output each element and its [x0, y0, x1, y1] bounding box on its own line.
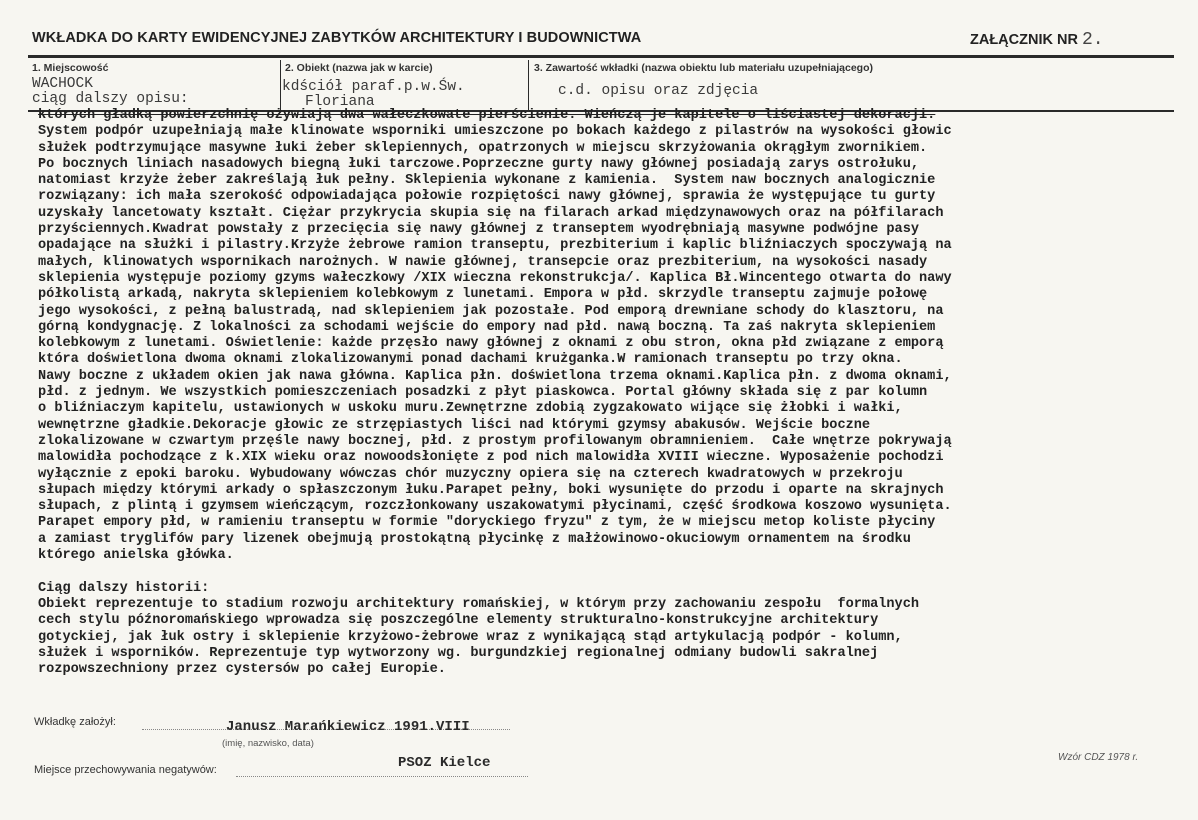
- body-line: półkolistą arkadą, nakryta sklepieniem kolebkowym z lunetami. Empora w płd. skrzydle transeptu zajmuje połowę: [38, 287, 928, 303]
- field-locality-value: WACHOCK: [32, 76, 93, 92]
- storage-value: PSOZ Kielce: [398, 755, 491, 771]
- body-line: małych, klinowatych wspornikach narożnych. W nawie głównej, transepcie oraz prezbiterium, na wysokości nasady: [38, 254, 928, 270]
- body-line: płd. z jednym. We wszystkich pomieszczeniach posadzki z płyt piaskowca. Portal główny składa się z par kolumn: [38, 385, 928, 401]
- field-object-value-line2: Floriana: [305, 94, 375, 110]
- body-line: Nawy boczne z układem okien jak nawa główna. Kaplica płn. doświetlona trzema oknami.Kaplica płn. z dwoma oknami,: [38, 368, 952, 384]
- field-object-value: kdściół paraf.p.w.Św.: [282, 79, 465, 95]
- field-contents-value: c.d. opisu oraz zdjęcia: [558, 83, 759, 99]
- field-object: [281, 60, 529, 110]
- body-line: rozwiązany: ich mała szerokość odpowiadająca połowie rozpiętości nawy głównej, sprawia że występujące tu gurty: [38, 189, 936, 205]
- author-label: Wkładkę założył:: [34, 716, 116, 728]
- body-line: słupach, z plintą i gzymsem wieńczącym, rozczłonkowany uszakowatymi płycinami, część środkowa koszowo wysunięta.: [38, 499, 952, 515]
- author-value: Janusz Marańkiewicz 1991.VIII: [226, 719, 470, 735]
- body-line: [38, 564, 1168, 580]
- body-line: natomiast krzyże żeber zakreślają łuk pełny. Sklepienia wykonane z kamienia. System naw bocznych analogicznie: [38, 173, 936, 189]
- body-line: zlokalizowane w czwartym przęśle nawy bocznej, płd. z prostym profilowanym obramnieniem. Całe wnętrze pokrywają: [38, 433, 952, 449]
- body-line: służek podtrzymujące masywne łuki żeber sklepiennych, opatrzonych w miejscu skrzyżowania okrągłym zwornikiem.: [38, 140, 928, 156]
- body-line: która doświetlona dwoma oknami zlokalizowanymi ponad dachami krużganka.W ramionach transeptu po trzy okna.: [38, 352, 903, 368]
- attachment-number: 2.: [1081, 30, 1104, 50]
- form-title: WKŁADKA DO KARTY EWIDENCYJNEJ ZABYTKÓW ARCHITEKTURY I BUDOWNICTWA: [32, 30, 642, 46]
- body-line: rozpowszechniony przez cystersów po całej Europie.: [38, 662, 446, 678]
- description-body: [38, 108, 1168, 678]
- field-contents-label: 3. Zawartość wkładki (nazwa obiektu lub materiału uzupełniającego): [534, 62, 873, 74]
- field-object-label: 2. Obiekt (nazwa jak w karcie): [285, 62, 433, 74]
- storage-dotted-line: [236, 776, 528, 777]
- field-locality-continuation: ciąg dalszy opisu:: [32, 91, 189, 107]
- field-contents: [530, 60, 1174, 110]
- body-line: Parapet empory płd, w ramieniu transeptu w formie "doryckiego fryzu" z tym, że w miejscu metop koliste płyciny: [38, 515, 936, 531]
- body-line: których gładką powierzchnię ożywiają dwa wałeczkowate pierścienie. Wieńczą je kapitele o liściastej dekoracji.: [38, 108, 936, 123]
- body-line: Po bocznych liniach nasadowych biegną łuki tarczowe.Poprzeczne gurty nawy głównej posiadają zarys ostrołuku,: [38, 156, 920, 172]
- body-line: którego anielska główka.: [38, 548, 234, 564]
- attachment-label: [970, 30, 1104, 50]
- body-line: uzyskały lancetowaty kształt. Ciężar przykrycia skupia się na filarach arkad międzynawowych oraz na półfilarach: [38, 205, 944, 221]
- body-line: Ciąg dalszy historii:: [38, 580, 210, 596]
- body-line: sklepienia występuje poziomy gzyms wałeczkowy /XIX wieczna rekonstrukcja/. Kaplica Bł.Wincentego otwarta do nawy: [38, 270, 952, 286]
- body-line: jego wysokości, z pełną balustradą, nad sklepieniem jak pozostałe. Pod emporą drewniane schody do klasztoru, na: [38, 303, 944, 319]
- author-hint: (imię, nazwisko, data): [222, 738, 314, 749]
- body-line: wyłącznie z epoki baroku. Wybudowany wówczas chór muzyczny opiera się na czterech kwadratowych w przekroju: [38, 466, 903, 482]
- body-line: o bliźniaczym kapitelu, ustawionych w uskoku muru.Zewnętrzne zdobią zygzakowato wijące się żłobki i wałki,: [38, 401, 903, 417]
- body-line: Obiekt reprezentuje to stadium rozwoju architektury romańskiej, w którym przy zachowaniu zespołu formalnych: [38, 596, 920, 612]
- form-code: Wzór CDZ 1978 r.: [1058, 752, 1139, 763]
- body-line: kolebkowym z lunetami. Oświetlenie: każde przęsło nawy głównej z oknami z obu stron, okna płd związane z emporą: [38, 336, 944, 352]
- body-line: górną kondygnację. Z lokalności za schodami wejście do empory nad płd. nawą boczną. Ta zaś nakryta sklepieniem: [38, 319, 936, 335]
- body-line: przyściennych.Kwadrat powstały z przecięcia się nawy głównej z transeptem wyodrębniają masywne podwójne pasy: [38, 222, 920, 238]
- body-line: opadające na służki i pilastry.Krzyże żebrowe ramion transeptu, prezbiterium i kaplic bliźniaczych spoczywają na: [38, 238, 952, 254]
- body-line: gotyckiej, jak łuk ostry i sklepienie krzyżowo-żebrowe wraz z wynikającą stąd artykulacją podpór - kolumn,: [38, 629, 903, 645]
- body-line: a zamiast tryglifów pary lizenek obejmują prostokątną płycinkę z małżowinowo-okuciowym ornamentem na środku: [38, 531, 911, 547]
- body-line: malowidła pochodzące z k.XIX wieku oraz nowoodsłonięte z pod nich malowidła XVIII wieczne. Wyposażenie pochodzi: [38, 450, 944, 466]
- field-locality: [28, 60, 281, 110]
- body-line: słupach między którymi arkady o spłaszczonym łuku.Parapet pełny, boki wysunięte do przodu i oparte na skrajnych: [38, 482, 944, 498]
- body-line: cech stylu późnoromańskiego wprowadza się poszczególne elementy strukturalno-konstrukcyjne architektury: [38, 613, 879, 629]
- attachment-label-text: ZAŁĄCZNIK NR: [970, 32, 1078, 48]
- header-divider: [28, 55, 1174, 58]
- field-locality-label: 1. Miejscowość: [32, 62, 109, 74]
- body-line: wewnętrzne gładkie.Dekoracje głowic ze strzępiastych liści nad którymi gzymsy abakusów. Wejście boczne: [38, 417, 871, 433]
- storage-label: Miejsce przechowywania negatywów:: [34, 764, 217, 776]
- body-line: służek i wsporników. Reprezentuje typ wytworzony wg. burgundzkiej regionalnej odmiany budowli sakralnej: [38, 645, 879, 661]
- body-line: System podpór uzupełniają małe klinowate wsporniki umieszczone po bokach każdego z pilastrów na wysokości głowic: [38, 124, 952, 140]
